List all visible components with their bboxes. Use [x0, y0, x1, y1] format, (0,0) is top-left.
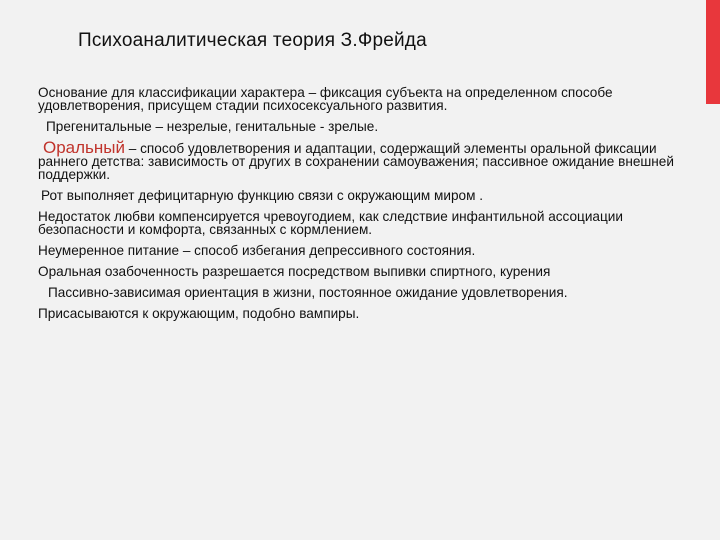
paragraph-mouth: Рот выполняет дефицитарную функцию связи с окружающим миром .	[41, 188, 483, 203]
paragraph-vampires: Присасываются к окружающим, подобно вампиры.	[38, 306, 360, 321]
paragraph-oral-type	[38, 138, 696, 182]
paragraph-oral-preoccupation: Оральная озабоченность разрешается посредством выпивки спиртного, курения	[38, 264, 551, 279]
paragraph-lack-of-love: Недостаток любви компенсируется чревоугодием, как следствие инфантильной ассоциации безопасности и комфорта, связанных с кормлением.	[38, 209, 623, 237]
paragraph-classification: Основание для классификации характера – фиксация субъекта на определенном способе удовлетворения, присущем стадии психосексуального развития.	[38, 85, 613, 113]
paragraph-pregenital: Прегенитальные – незрелые, генитальные - зрелые.	[46, 119, 379, 134]
oral-type-description: – способ удовлетворения и адаптации, содержащий элементы оральной фиксации раннего детства: зависимость от других в сохранении самоуважения; пассивное ожидание внешней поддержки.	[38, 141, 674, 182]
highlight-oral-word: Оральный	[43, 138, 126, 157]
paragraph-overeating: Неумеренное питание – способ избегания депрессивного состояния.	[38, 243, 476, 258]
slide-title: Психоаналитическая теория З.Фрейда	[78, 30, 427, 51]
slide-body	[38, 86, 696, 320]
paragraph-passive-dependent: Пассивно-зависимая ориентация в жизни, постоянное ожидание удовлетворения.	[48, 285, 568, 300]
accent-bar	[706, 0, 720, 104]
